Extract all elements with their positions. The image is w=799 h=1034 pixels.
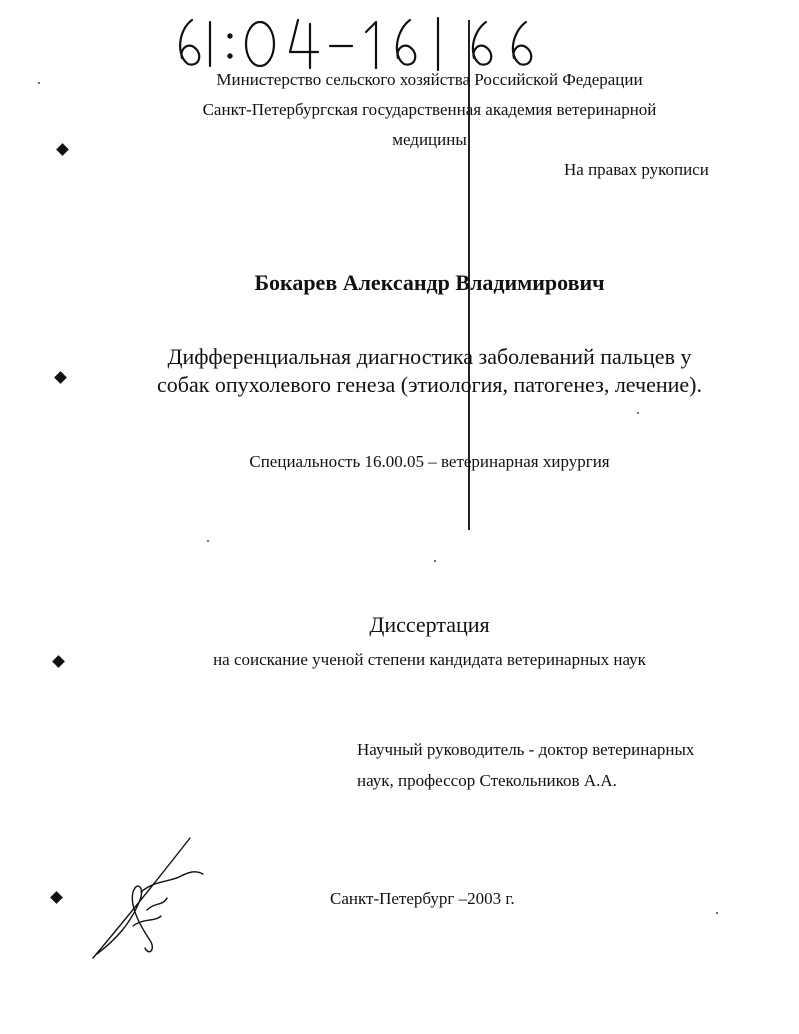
advisor-line1: Научный руководитель - доктор ветеринарных <box>357 740 695 759</box>
ministry-name: Министерство сельского хозяйства Российской Федерации <box>216 70 643 89</box>
handwritten-archive-code <box>170 12 590 72</box>
author-name: Бокарев Александр Владимирович <box>254 270 605 295</box>
manuscript-note: На правах рукописи <box>564 160 709 179</box>
scan-speck <box>38 82 40 84</box>
scan-speck <box>207 540 209 542</box>
signature <box>85 830 215 965</box>
scan-speck <box>637 412 639 414</box>
scan-speck <box>716 912 718 914</box>
academy-name-line2: медицины <box>392 130 467 149</box>
specialty: Специальность 16.00.05 – ветеринарная хирургия <box>249 452 610 471</box>
degree-statement: на соискание ученой степени кандидата ветеринарных наук <box>213 650 646 669</box>
scan-speck <box>434 560 436 562</box>
binding-hole-mark <box>50 891 63 904</box>
academy-name-line1: Санкт-Петербургская государственная академия ветеринарной <box>202 100 657 119</box>
dissertation-title-line2: собак опухолевого генеза (этиология, патогенез, лечение). <box>157 372 702 397</box>
dissertation-title-line1: Дифференциальная диагностика заболеваний пальцев у <box>167 344 692 369</box>
advisor-line2: наук, профессор Стекольников А.А. <box>357 771 617 790</box>
document-type: Диссертация <box>369 612 490 637</box>
city-year: Санкт-Петербург –2003 г. <box>330 889 515 908</box>
